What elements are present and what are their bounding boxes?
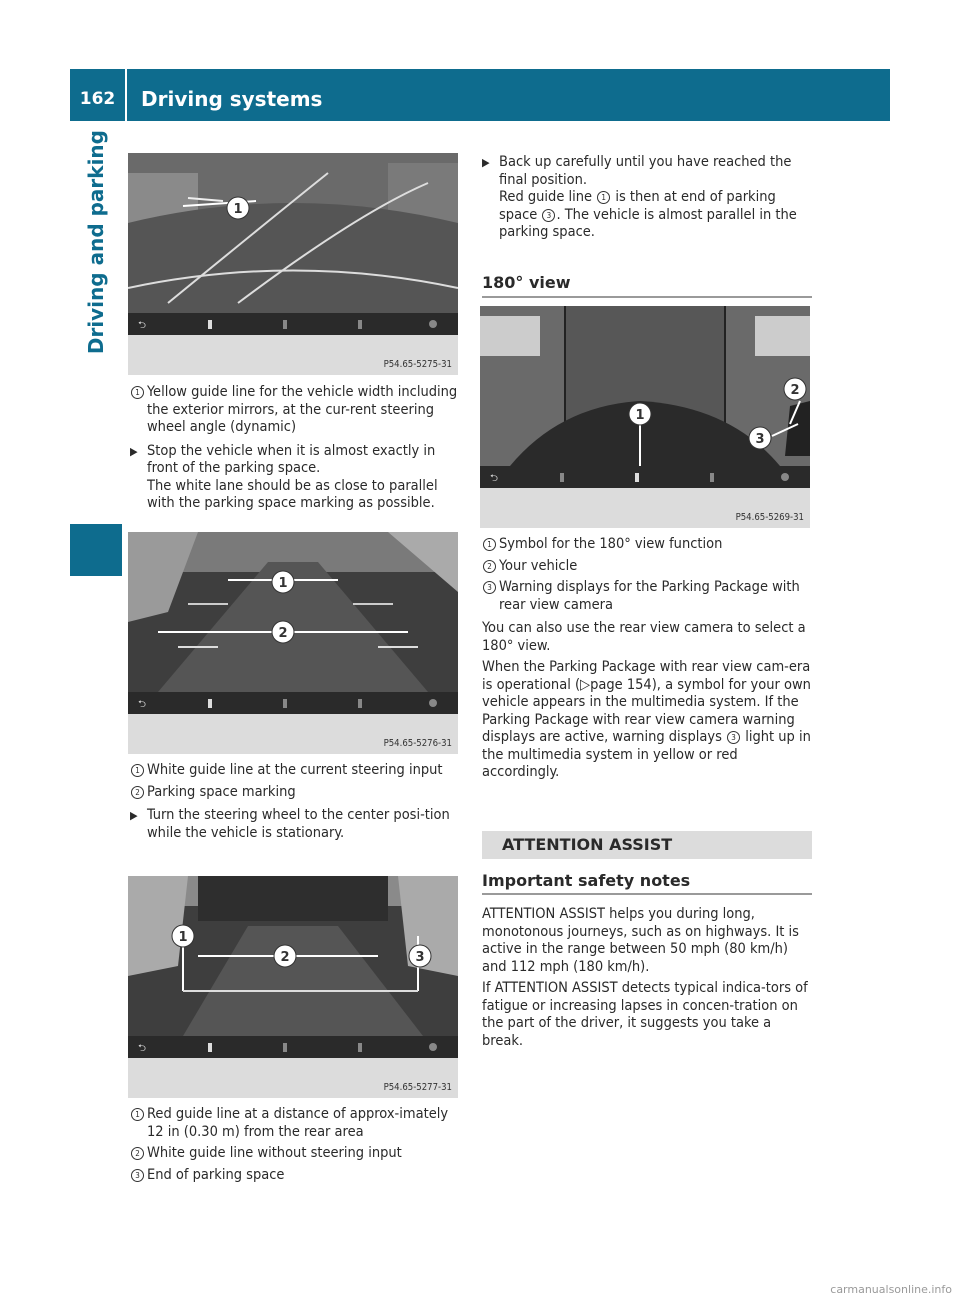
paragraph-part: ), a symbol for your own vehicle appears in the multimedia system. If the Parking Package with rear view camera warning displays are active, warning displays xyxy=(482,676,811,745)
column-2-block-2 xyxy=(482,536,812,786)
legend-text: White guide line at the current steering input xyxy=(147,762,443,778)
figure-code: P54.65-5275-31 xyxy=(128,355,458,375)
step-arrow-icon: ▶ xyxy=(130,809,138,822)
header-divider xyxy=(125,69,127,121)
legend-text: Yellow guide line for the vehicle width including the exterior mirrors, at the cur-rent steering wheel angle (dynamic) xyxy=(147,384,458,435)
svg-text:2: 2 xyxy=(280,950,290,965)
camera-image-3 xyxy=(128,876,458,1078)
instruction-step xyxy=(130,807,460,842)
column-2-block-1 xyxy=(482,154,812,246)
legend-number: 2 xyxy=(131,786,144,799)
svg-text:1: 1 xyxy=(233,202,243,217)
legend-item xyxy=(482,536,812,554)
figure-code: P54.65-5277-31 xyxy=(128,1078,458,1098)
svg-text:3: 3 xyxy=(415,950,425,965)
svg-text:⮌: ⮌ xyxy=(490,473,499,484)
page-number: 162 xyxy=(79,89,116,109)
column-1-block-3 xyxy=(130,1106,460,1188)
paragraph: If ATTENTION ASSIST detects typical indica-tors of fatigue or increasing lapses in concen-tration on the part of the driver, it suggests you take a break. xyxy=(482,980,808,1049)
svg-text:1: 1 xyxy=(635,408,645,423)
legend-number: 1 xyxy=(483,538,496,551)
paragraph-part: light up in the multimedia system in yellow or red accordingly. xyxy=(482,729,811,780)
camera-figure-1 xyxy=(128,153,458,375)
legend-item xyxy=(130,784,460,802)
legend-item xyxy=(482,558,812,576)
step-arrow-icon: ▶ xyxy=(482,156,490,169)
legend-number: 3 xyxy=(483,581,496,594)
legend-item xyxy=(482,579,812,614)
side-tab-label: Driving and parking xyxy=(84,130,108,355)
legend-number: 3 xyxy=(542,209,555,222)
legend-text: Parking space marking xyxy=(147,783,296,800)
attention-assist-banner: ATTENTION ASSIST xyxy=(482,831,812,859)
legend-number: 2 xyxy=(131,1147,144,1160)
page-ref-arrow-icon: ▷ xyxy=(580,676,591,693)
legend-text: End of parking space xyxy=(147,1166,285,1183)
watermark: carmanualsonline.info xyxy=(830,1282,952,1296)
legend-number: 1 xyxy=(131,1108,144,1121)
svg-text:1: 1 xyxy=(178,930,188,945)
legend-text: Your vehicle xyxy=(499,557,578,574)
legend-item xyxy=(130,384,460,437)
side-tab xyxy=(70,130,122,518)
legend-number: 3 xyxy=(727,731,740,744)
step-note xyxy=(499,189,812,242)
svg-text:2: 2 xyxy=(790,383,800,398)
paragraph: ATTENTION ASSIST helps you during long, monotonous journeys, such as on highways. It is active in the range between 50 mph (80 km/h) and 112 mph (180 km/h). xyxy=(482,906,799,975)
column-2-block-3 xyxy=(482,906,812,1054)
page-header xyxy=(70,69,890,121)
paragraph: You can also use the rear view camera to select a 180° view. xyxy=(482,620,806,654)
figure-code: P54.65-5276-31 xyxy=(128,734,458,754)
legend-item xyxy=(130,762,460,780)
legend-number: 1 xyxy=(597,191,610,204)
camera-figure-4 xyxy=(480,306,810,528)
svg-text:2: 2 xyxy=(278,626,288,641)
camera-image-2 xyxy=(128,532,458,734)
svg-text:⮌: ⮌ xyxy=(138,320,147,331)
instruction-step xyxy=(482,154,812,242)
svg-text:1: 1 xyxy=(278,576,288,591)
camera-figure-3 xyxy=(128,876,458,1098)
legend-item xyxy=(130,1145,460,1163)
heading-180-view: 180° view xyxy=(482,273,571,292)
camera-image-4 xyxy=(480,306,810,508)
svg-text:⮌: ⮌ xyxy=(138,1043,147,1054)
column-1-block-1 xyxy=(130,384,460,517)
instruction-step xyxy=(130,443,460,513)
legend-text: Warning displays for the Parking Package with rear view camera xyxy=(499,579,800,613)
paragraph-part: When the Parking Package with rear view cam-era is operational ( xyxy=(482,659,811,693)
column-1-block-2 xyxy=(130,762,460,846)
svg-text:3: 3 xyxy=(755,432,765,447)
step-text: Turn the steering wheel to the center posi-tion while the vehicle is stationary. xyxy=(147,807,450,841)
section-title: Driving systems xyxy=(141,87,323,111)
heading-rule xyxy=(482,296,812,298)
safety-heading: Important safety notes xyxy=(482,871,691,890)
step-arrow-icon: ▶ xyxy=(130,444,138,458)
figure-code: P54.65-5269-31 xyxy=(480,508,810,528)
legend-item xyxy=(130,1106,460,1141)
legend-number: 1 xyxy=(131,386,144,399)
legend-number: 1 xyxy=(131,764,144,777)
legend-text: Symbol for the 180° view function xyxy=(499,536,723,552)
camera-image-1 xyxy=(128,153,458,355)
legend-number: 3 xyxy=(131,1169,144,1182)
step-note-part: Red guide line xyxy=(499,189,593,205)
legend-text: Red guide line at a distance of approx-imately 12 in (0.30 m) from the rear area xyxy=(147,1106,449,1140)
page-reference[interactable]: page 154 xyxy=(590,676,652,693)
step-note-part: . The vehicle is almost parallel in the parking space. xyxy=(499,206,797,240)
camera-figure-2 xyxy=(128,532,458,754)
step-text: Stop the vehicle when it is almost exactly in front of the parking space. xyxy=(147,442,436,476)
heading-rule xyxy=(482,893,812,895)
step-note: The white lane should be as close to parallel with the parking space marking as possible. xyxy=(147,477,438,511)
svg-text:⮌: ⮌ xyxy=(138,699,147,710)
legend-item xyxy=(130,1167,460,1185)
step-note-part: is then at end of parking space xyxy=(499,189,776,223)
legend-text: White guide line without steering input xyxy=(147,1145,402,1161)
paragraph xyxy=(482,659,812,782)
side-tab-marker xyxy=(70,524,122,576)
step-text: Back up carefully until you have reached the final position. xyxy=(499,154,792,188)
legend-number: 2 xyxy=(483,560,496,573)
